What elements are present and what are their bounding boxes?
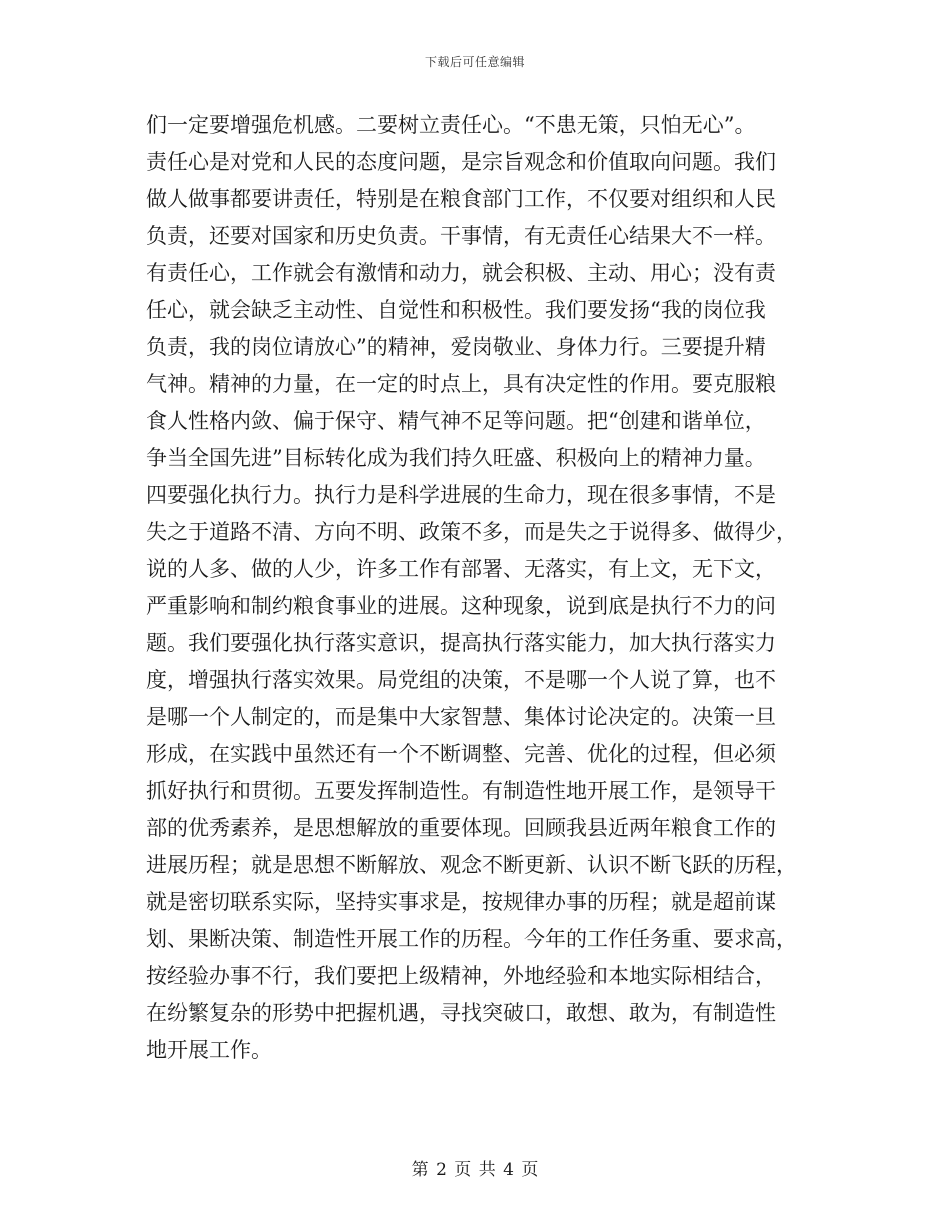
body-line: 说的人多、做的人少，许多工作有部署、无落实，有上文，无下文， [146,557,776,581]
body-line: 负责，我的岗位请放心”的精神，爱岗敬业、身体力行。三要提升精 [146,335,766,359]
body-line: 做人做事都要讲责任，特别是在粮食部门工作，不仅要对组织和人民 [146,187,776,211]
body-line: 有责任心，工作就会有激情和动力，就会积极、主动、用心；没有责 [146,261,776,285]
body-line: 就是密切联系实际，坚持实事求是，按规律办事的历程；就是超前谋 [146,890,776,914]
body-line: 严重影响和制约粮食事业的进展。这种现象，说到底是执行不力的问 [146,594,776,618]
body-line: 题。我们要强化执行落实意识，提高执行落实能力，加大执行落实力 [146,631,776,655]
body-line: 四要强化执行力。执行力是科学进展的生命力，现在很多事情，不是 [146,483,776,507]
page-header: 下载后可任意编辑 [424,55,525,69]
page-number: 第 2 页 共 4 页 [411,1160,539,1180]
body-line: 在纷繁复杂的形势中把握机遇，寻找突破口，敢想、敢为，有制造性 [146,1001,776,1025]
body-line: 们一定要增强危机感。二要树立责任心。“不患无策，只怕无心”。 [146,113,756,137]
body-line: 按经验办事不行，我们要把上级精神，外地经验和本地实际相结合， [146,964,776,988]
body-line: 食人性格内敛、偏于保守、精气神不足等问题。把“创建和谐单位， [146,409,766,433]
body-line: 地开展工作。 [146,1038,272,1062]
body-line: 是哪一个人制定的，而是集中大家智慧、集体讨论决定的。决策一旦 [146,705,776,729]
body-line: 划、果断决策、制造性开展工作的历程。今年的工作任务重、要求高， [146,927,797,951]
body-line: 失之于道路不清、方向不明、政策不多，而是失之于说得多、做得少， [146,520,797,544]
body-line: 度，增强执行落实效果。局党组的决策，不是哪一个人说了算，也不 [146,668,776,692]
body-line: 责任心是对党和人民的态度问题，是宗旨观念和价值取向问题。我们 [146,150,776,174]
body-line: 气神。精神的力量，在一定的时点上，具有决定性的作用。要克服粮 [146,372,776,396]
body-line: 抓好执行和贯彻。五要发挥制造性。有制造性地开展工作，是领导干 [146,779,776,803]
body-line: 负责，还要对国家和历史负责。干事情，有无责任心结果大不一样。 [146,224,776,248]
body-line: 部的优秀素养，是思想解放的重要体现。回顾我县近两年粮食工作的 [146,816,776,840]
body-line: 任心，就会缺乏主动性、自觉性和积极性。我们要发扬“我的岗位我 [146,298,766,322]
body-line: 形成，在实践中虽然还有一个不断调整、完善、优化的过程，但必须 [146,742,776,766]
body-line: 进展历程；就是思想不断解放、观念不断更新、认识不断飞跃的历程， [146,853,797,877]
body-line: 争当全国先进”目标转化成为我们持久旺盛、积极向上的精神力量。 [146,446,766,470]
